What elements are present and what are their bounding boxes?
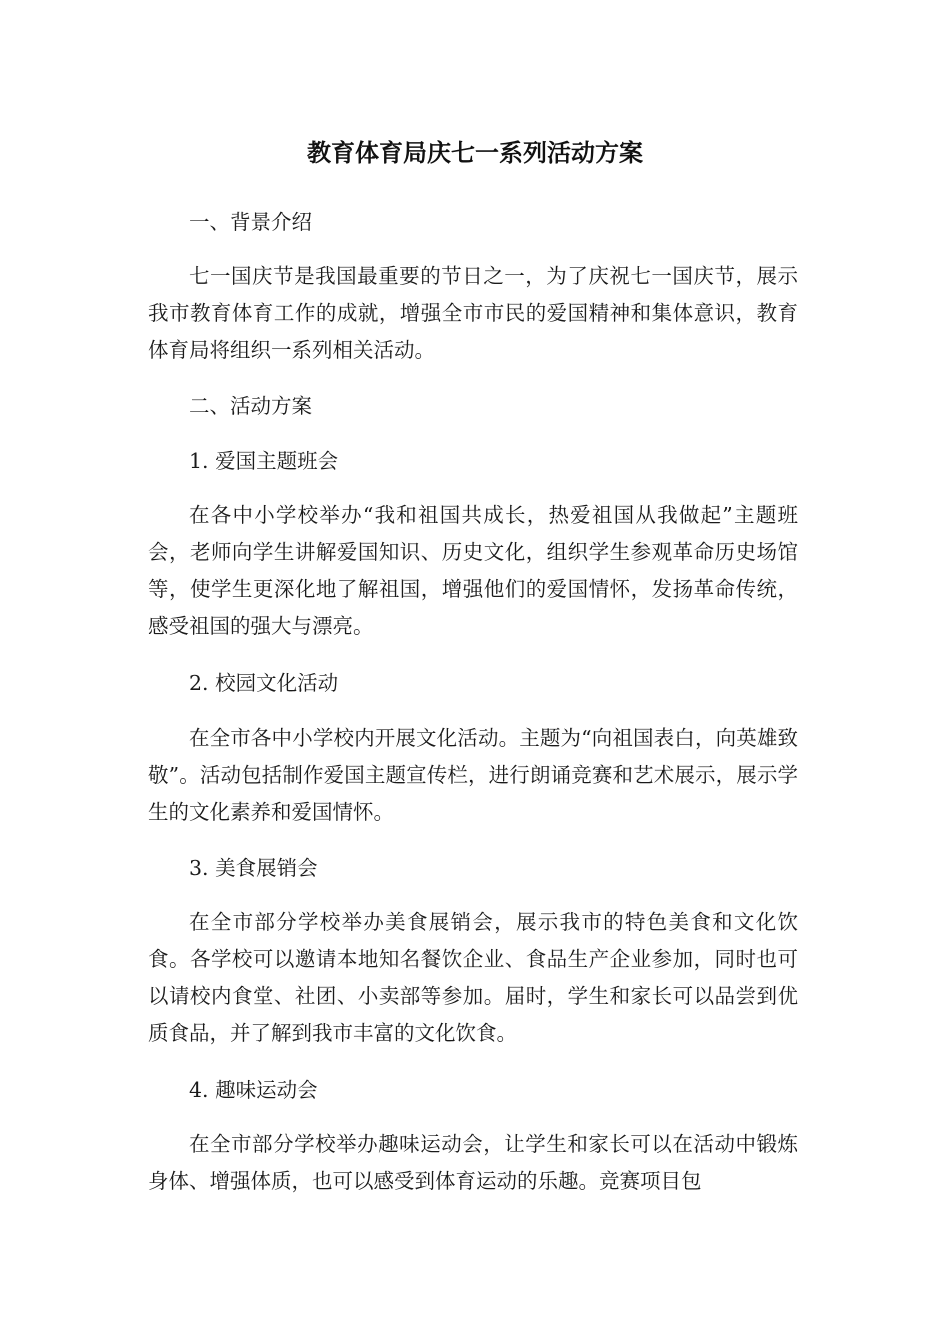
section-heading-activities: 二、活动方案 <box>189 394 312 418</box>
item-heading-sports-meet: 4. 趣味运动会 <box>189 1078 318 1102</box>
item-heading-campus-culture: 2. 校园文化活动 <box>189 671 339 695</box>
paragraph-food-fair: 在全市部分学校举办美食展销会，展示我市的特色美食和文化饮食。各学校可以邀请本地知名餐饮企业、食品生产企业参加，同时也可以请校内食堂、社团、小卖部等参加。届时，学生和家长可以品尝到优质食品，并了解到我市丰富的文化饮食。 <box>148 910 798 1045</box>
paragraph-patriotic-meeting: 在各中小学校举办“我和祖国共成长，热爱祖国从我做起”主题班会，老师向学生讲解爱国知识、历史文化，组织学生参观革命历史场馆等，使学生更深化地了解祖国，增强他们的爱国情怀，发扬革命传统，感受祖国的强大与漂亮。 <box>148 503 798 638</box>
paragraph-sports-meet: 在全市部分学校举办趣味运动会，让学生和家长可以在活动中锻炼身体、增强体质，也可以感受到体育运动的乐趣。竞赛项目包 <box>148 1132 798 1193</box>
item-heading-patriotic-meeting: 1. 爱国主题班会 <box>189 449 339 473</box>
paragraph-background: 七一国庆节是我国最重要的节日之一，为了庆祝七一国庆节，展示我市教育体育工作的成就，增强全市市民的爱国精神和集体意识，教育体育局将组织一系列相关活动。 <box>148 264 798 362</box>
document-title: 教育体育局庆七一系列活动方案 <box>307 139 643 167</box>
paragraph-campus-culture: 在全市各中小学校内开展文化活动。主题为“向祖国表白，向英雄致敬”。活动包括制作爱国主题宣传栏，进行朗诵竞赛和艺术展示，展示学生的文化素养和爱国情怀。 <box>148 726 798 824</box>
section-heading-background: 一、背景介绍 <box>189 210 312 234</box>
item-heading-food-fair: 3. 美食展销会 <box>189 856 318 880</box>
